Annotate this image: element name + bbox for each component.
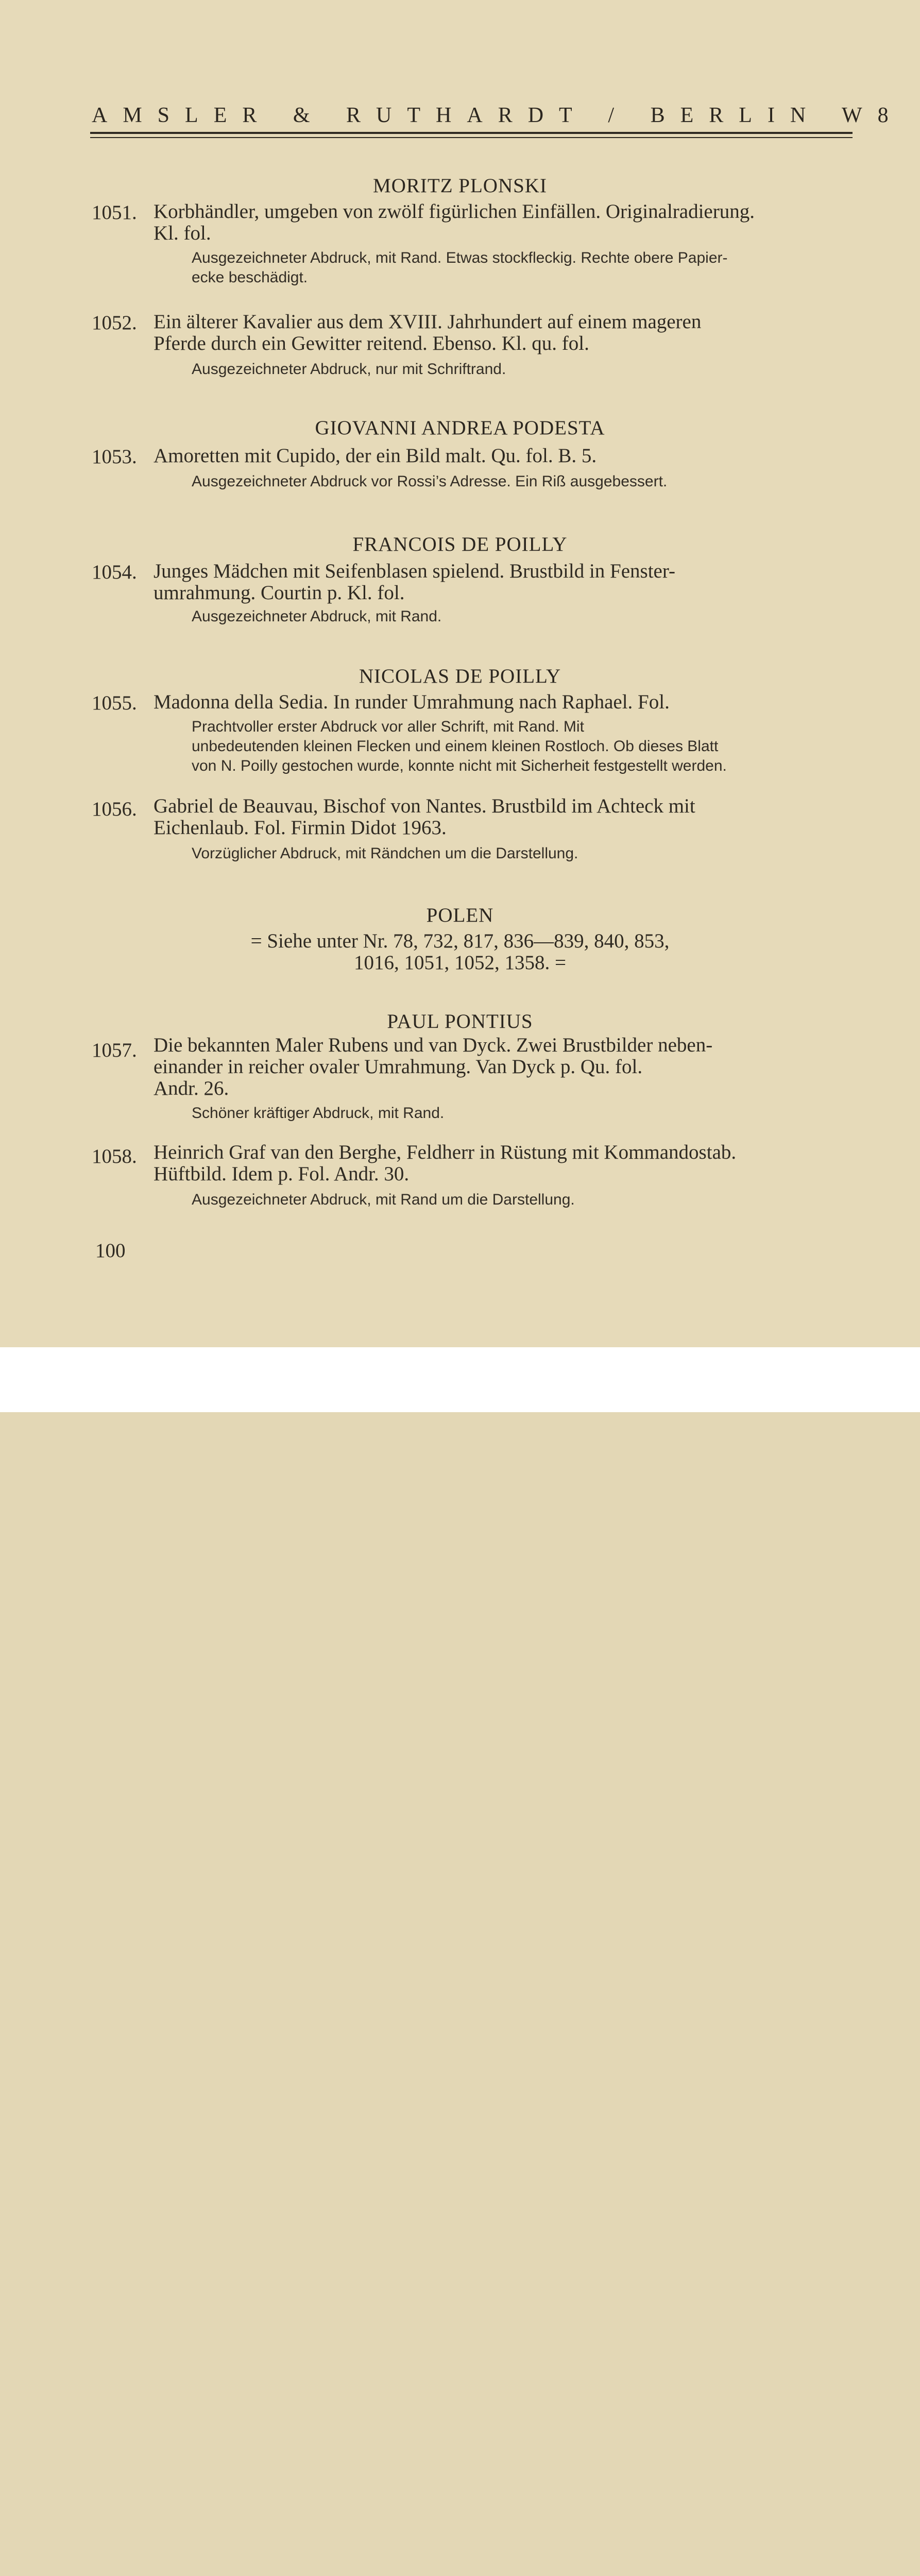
page-header: AMSLER & RUTHARDT / BERLIN W8 [92,104,904,127]
entry-line: Ein älterer Kavalier aus dem XVIII. Jahrhundert auf einem mageren [154,311,702,333]
artist-heading: FRANCOIS DE POILLY [352,533,568,555]
entry-number: 1056. [92,798,137,820]
entry-note [192,472,854,492]
entry-number: 1054. [92,561,137,583]
note-line: ecke beschädigt. [192,269,308,286]
note-line: Ausgezeichneter Abdruck, mit Rand. [192,608,442,625]
entry-line: Kl. fol. [154,222,211,244]
entry-description [154,691,854,713]
note-line: Schöner kräftiger Abdruck, mit Rand. [192,1105,445,1122]
note-line: unbedeutenden kleinen Flecken und einem kleinen Rostloch. Ob dieses Blatt [192,738,719,755]
entry-description [154,1142,854,1185]
note-line: von N. Poilly gestochen wurde, konnte nicht mit Sicherheit festgestellt werden. [192,757,727,774]
note-line: Ausgezeichneter Abdruck vor Rossi’s Adresse. Ein Riß ausgebessert. [192,473,668,490]
entry-description [154,795,854,839]
entry-line: Madonna della Sedia. In runder Umrahmung nach Raphael. Fol. [154,691,670,713]
entry-number: 1058. [92,1145,137,1167]
entry-line: umrahmung. Courtin p. Kl. fol. [154,582,405,604]
artist-heading: GIOVANNI ANDREA PODESTA [315,417,605,439]
entry-number: 1057. [92,1039,137,1061]
entry-line: einander in reicher ovaler Umrahmung. Van Dyck p. Qu. fol. [154,1056,643,1078]
entry-note [192,717,854,776]
entry-note [192,1190,854,1210]
note-line: Ausgezeichneter Abdruck, nur mit Schriftrand. [192,361,506,378]
artist-heading: POLEN [426,904,494,926]
entry-number: 1051. [92,201,137,224]
entry-note [192,248,854,287]
header-rule [90,132,853,134]
note-line: Vorzüglicher Abdruck, mit Rändchen um die Darstellung. [192,845,578,862]
entry-note [192,607,854,626]
viewer-footer [0,1347,920,1412]
entry-note [192,360,854,379]
entry-line: Die bekannten Maler Rubens und van Dyck. Zwei Brustbilder neben- [154,1034,713,1056]
entry-line: Gabriel de Beauvau, Bischof von Nantes. Brustbild im Achteck mit [154,795,695,817]
cross-reference [0,930,920,974]
note-line: Ausgezeichneter Abdruck, mit Rand. Etwas stockfleckig. Rechte obere Papier- [192,249,728,266]
entry-number: 1055. [92,692,137,714]
entry-line: Heinrich Graf van den Berghe, Feldherr in Rüstung mit Kommandostab. [154,1141,737,1163]
artist-heading: NICOLAS DE POILLY [359,665,561,687]
entry-line: Korbhändler, umgeben von zwölf figürlichen Einfällen. Originalradierung. [154,200,755,223]
entry-line: Hüftbild. Idem p. Fol. Andr. 30. [154,1163,410,1185]
reference-line: 1016, 1051, 1052, 1358. = [354,952,566,974]
entry-line: Pferde durch ein Gewitter reitend. Ebenso. Kl. qu. fol. [154,332,589,354]
artist-heading: PAUL PONTIUS [387,1010,533,1032]
entry-description [154,201,854,244]
entry-line: Junges Mädchen mit Seifenblasen spielend. Brustbild in Fenster- [154,560,676,582]
header-rule-thin [90,137,853,138]
artist-heading: MORITZ PLONSKI [373,175,547,197]
reference-line: = Siehe unter Nr. 78, 732, 817, 836—839, 840, 853, [250,930,670,952]
entry-description [154,311,854,354]
entry-line: Amoretten mit Cupido, der ein Bild malt. Qu. fol. B. 5. [154,445,597,467]
entry-number: 1053. [92,446,137,468]
note-line: Prachtvoller erster Abdruck vor aller Schrift, mit Rand. Mit [192,718,584,735]
entry-note [192,1104,854,1123]
entry-line: Eichenlaub. Fol. Firmin Didot 1963. [154,817,447,839]
page-number: 100 [95,1240,126,1262]
note-line: Ausgezeichneter Abdruck, mit Rand um die Darstellung. [192,1191,575,1208]
entry-description [154,561,854,604]
entry-description [154,445,854,467]
entry-description [154,1035,854,1099]
entry-number: 1052. [92,312,137,334]
entry-line: Andr. 26. [154,1077,229,1099]
entry-note [192,844,854,863]
